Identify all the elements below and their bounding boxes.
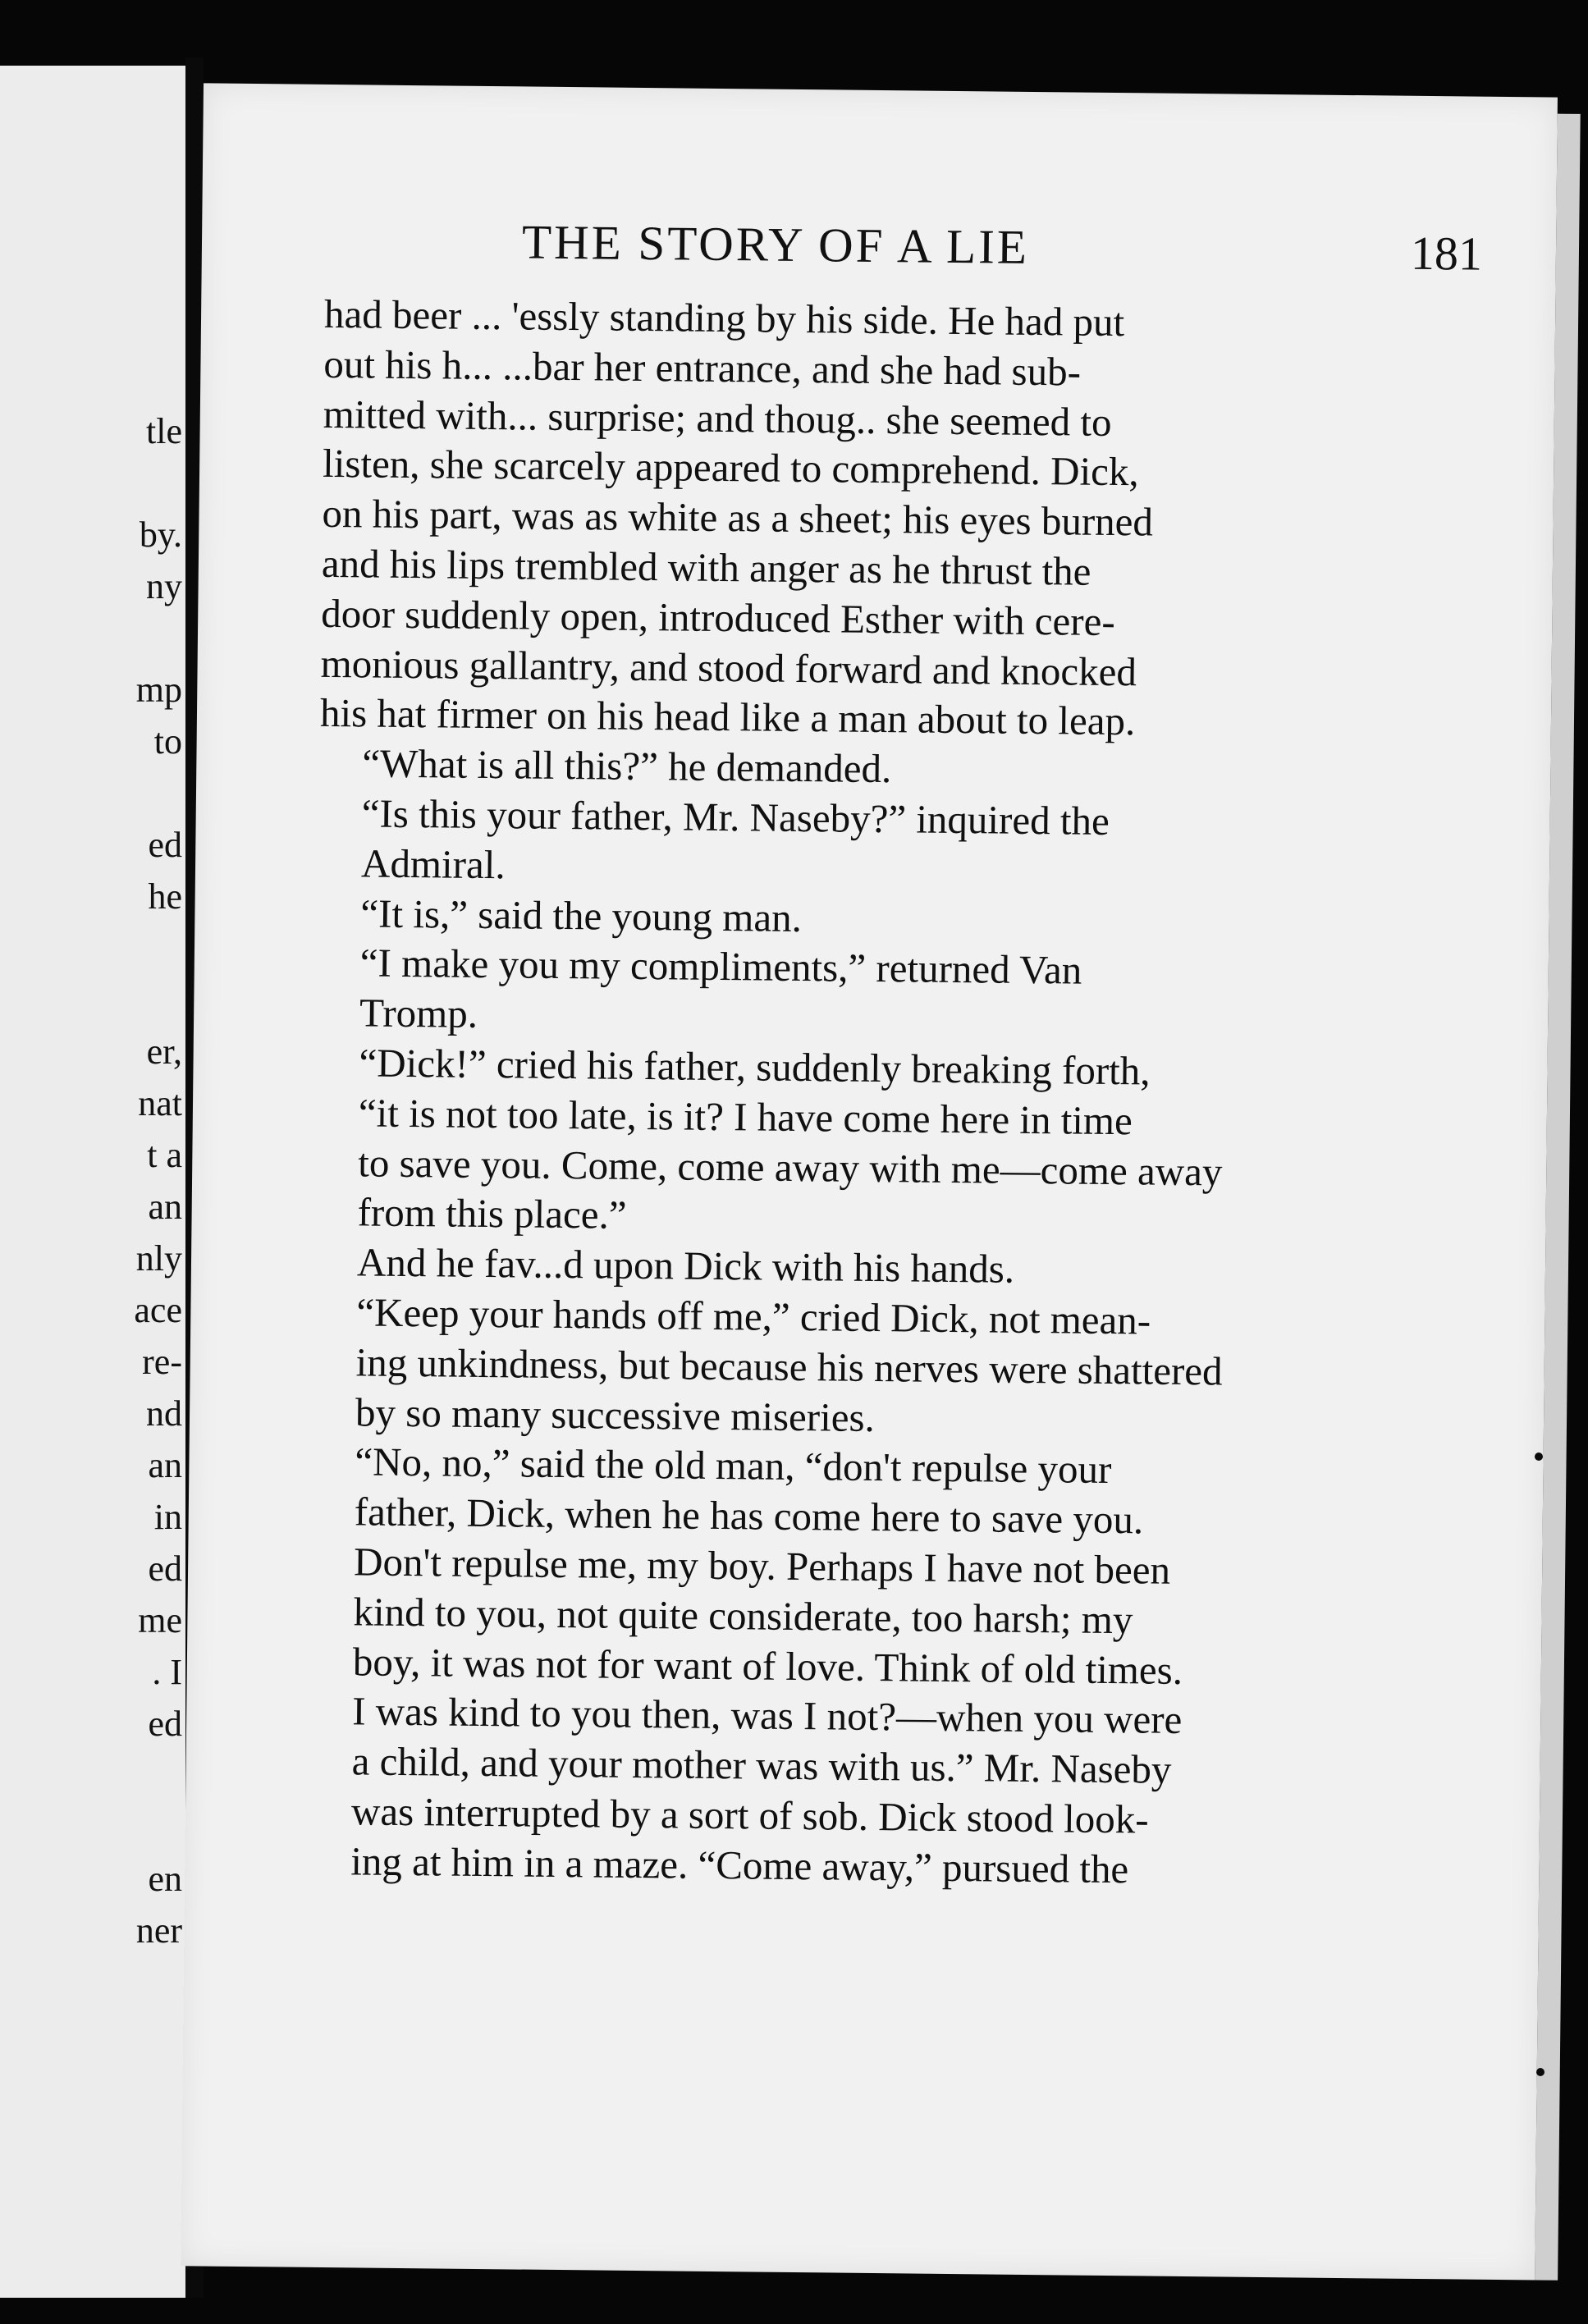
- facing-page-text: me: [138, 1600, 182, 1640]
- text-line: and his lips trembled with anger as he thrust the: [321, 540, 1091, 594]
- facing-page-fragment: [0, 66, 185, 2298]
- body-text: [308, 290, 1391, 1897]
- running-title: THE STORY OF A LIE: [521, 214, 1030, 274]
- text-line: monious gallantry, and stood forward and knocked: [320, 640, 1137, 694]
- text-line: listen, she scarcely appeared to comprehend. Dick,: [322, 441, 1140, 495]
- facing-page-text: ed: [148, 1549, 182, 1589]
- facing-page-text: he: [148, 876, 182, 917]
- text-line: “What is all this?” he demanded.: [362, 740, 892, 792]
- text-line: Don't repulse me, my boy. Perhaps I have not been: [353, 1539, 1171, 1593]
- facing-page-text: to: [153, 721, 182, 762]
- paragraph: [320, 290, 1392, 750]
- facing-page-text: tle: [146, 411, 182, 451]
- text-line: from this place.”: [357, 1189, 627, 1238]
- text-line: And he fav...d upon Dick with his hands.: [356, 1239, 1015, 1292]
- facing-page-text: ny: [146, 566, 182, 606]
- text-line: Admiral.: [360, 840, 506, 888]
- facing-page-text: re-: [142, 1342, 182, 1382]
- text-line: door suddenly open, introduced Esther with cere-: [321, 590, 1115, 644]
- page-edge-shadow: [1535, 114, 1581, 2281]
- facing-page-text: . I: [152, 1652, 182, 1692]
- text-line: kind to you, not quite considerate, too harsh; my: [353, 1589, 1133, 1643]
- facing-page-text: en: [148, 1859, 182, 1899]
- facing-page-text: nat: [138, 1083, 182, 1123]
- text-line: “No, no,” said the old man, “don't repulse your: [355, 1439, 1112, 1493]
- facing-page-text: er,: [146, 1032, 182, 1072]
- text-line: Tromp.: [359, 990, 478, 1037]
- text-line: had beer ... 'essly standing by his side. He had put: [323, 290, 1125, 345]
- page-number: 181: [1410, 226, 1483, 281]
- facing-page-text: by.: [139, 515, 182, 555]
- facing-page-text: ed: [148, 825, 182, 865]
- text-line: by so many successive miseries.: [355, 1388, 876, 1440]
- text-line: I was kind to you then, was I not?—when you were: [351, 1688, 1183, 1743]
- book-page: [181, 83, 1558, 2280]
- text-line: “I make you my compliments,” returned Van: [359, 940, 1082, 993]
- text-line: out his h... ...bar her entrance, and she had sub-: [323, 341, 1082, 395]
- scan-blemish: [1535, 1452, 1543, 1461]
- facing-page-text: nly: [135, 1238, 182, 1279]
- facing-page-text: mp: [135, 670, 182, 710]
- text-line: “Keep your hands off me,” cried Dick, not mean-: [356, 1289, 1151, 1343]
- scan-blemish: [1536, 2068, 1545, 2076]
- text-line: was interrupted by a sort of sob. Dick stood look-: [350, 1788, 1149, 1842]
- text-line: “Is this your father, Mr. Naseby?” inquired the: [361, 790, 1110, 844]
- paragraph: [318, 789, 1386, 899]
- text-line: ing at him in a maze. “Come away,” pursued the: [350, 1838, 1129, 1892]
- text-line: “It is,” said the young man.: [360, 890, 803, 940]
- paragraph: [313, 1288, 1381, 1448]
- text-line: ing unkindness, but because his nerves were shattered: [355, 1339, 1223, 1394]
- text-line: to save you. Come, come away with me—come away: [357, 1139, 1223, 1194]
- facing-page-text: in: [153, 1497, 182, 1537]
- text-line: on his part, was as white as a sheet; his eyes burned: [322, 491, 1154, 545]
- facing-page-text: an: [148, 1445, 182, 1485]
- facing-page-text: nd: [146, 1393, 182, 1434]
- facing-page-text: t a: [147, 1135, 182, 1175]
- paragraph: [314, 1038, 1383, 1249]
- text-line: his hat firmer on his head like a man about to leap.: [319, 690, 1136, 744]
- paragraph: [308, 1437, 1380, 1897]
- text-line: boy, it was not for want of love. Think of old times.: [352, 1638, 1183, 1693]
- text-line: mitted with... surprise; and thoug.. she seemed to: [323, 391, 1112, 445]
- facing-page-text: ed: [148, 1704, 182, 1744]
- facing-page-text: ace: [134, 1290, 182, 1330]
- text-line: “Dick!” cried his father, suddenly breaking forth,: [359, 1040, 1151, 1094]
- text-line: “it is not too late, is it? I have come here in time: [358, 1090, 1133, 1144]
- text-line: a child, and your mother was with us.” Mr. Naseby: [351, 1738, 1172, 1792]
- text-line: father, Dick, when he has come here to save you.: [354, 1489, 1144, 1543]
- paragraph: [317, 938, 1384, 1049]
- facing-page-text: ner: [135, 1910, 182, 1951]
- facing-page-text: an: [148, 1187, 182, 1227]
